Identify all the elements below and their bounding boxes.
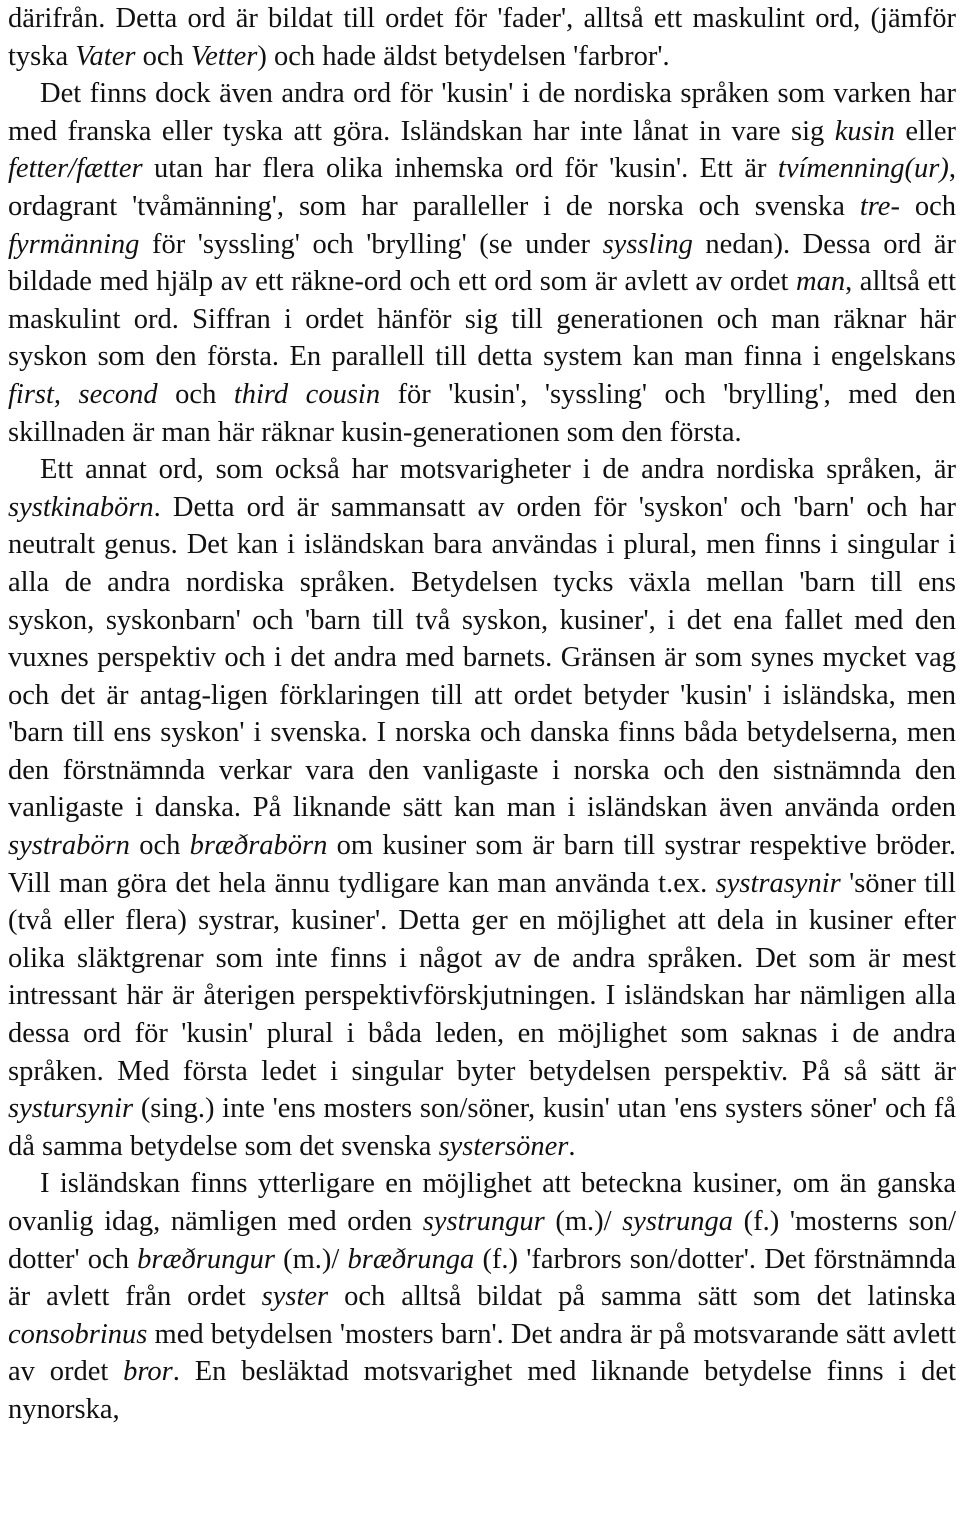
text-run: utan har flera olika inhemska ord för 'kusin'. Ett är <box>142 153 778 185</box>
italic-term: bræðrungur <box>137 1243 275 1275</box>
text-run: för 'kusin', 'syssling' och 'brylling', med den skillnaden är man här räknar kusin-generationen som den första. <box>8 378 956 448</box>
italic-term: bræðrunga <box>347 1243 475 1275</box>
italic-term: systersöner <box>438 1130 569 1162</box>
text-run: eller <box>894 115 956 147</box>
text-run: och alltså bildat på samma sätt som det latinska <box>328 1281 957 1313</box>
text-run: , ordagrant 'tvåmänning', som har paralleller i de norska och svenska <box>8 153 956 222</box>
text-run: Det finns dock även andra ord för 'kusin' i de nordiska språken som varken har med franska eller tyska att göra. Isländskan har inte lånat in vare sig <box>8 78 956 147</box>
text-run: . En besläktad motsvarighet med liknande betydelse finns i det nynorska, <box>8 1356 956 1425</box>
italic-term: bræðrabörn <box>189 830 328 862</box>
italic-term: consobrinus <box>8 1318 148 1350</box>
text-run: (f.) 'mosterns son/ dotter' och <box>8 1206 956 1275</box>
text-run: och <box>135 40 191 72</box>
text-run: . Detta ord är sammansatt av orden för 'syskon' och 'barn' och har neutralt genus. Det kan i isländskan bara användas i plural, men finns i singular i alla de andra nordiska språken. Betydelsen tycks växla mellan 'barn till ens syskon, syskonbarn' och 'barn till två syskon, kusiner', i det ena fallet med den vuxnes perspektiv och i det andra med barnets. Gränsen är som synes mycket vag och det är antag-ligen förklaringen till att ordet betyder 'kusin' i isländska, men 'barn till ens syskon' i svenska. I norska och danska finns båda betydelserna, men den förstnämnda verkar vara den vanligaste i norska och den sistnämnda den vanligaste i danska. På liknande sätt kan man i isländskan även använda orden <box>8 491 956 824</box>
italic-term: systrunga <box>622 1206 733 1237</box>
text-run: . <box>568 1130 576 1162</box>
italic-term: third cousin <box>233 378 381 410</box>
italic-term: kusin <box>834 115 895 147</box>
paragraph-4 <box>8 1165 956 1428</box>
italic-term: tre- <box>859 190 900 222</box>
text-run: (m.)/ <box>274 1243 348 1275</box>
italic-term: systkinabörn <box>8 491 154 523</box>
italic-term: fetter/fætter <box>8 153 143 185</box>
italic-term: first, second <box>8 378 158 410</box>
text-run: därifrån. Detta ord är bildat till ordet för 'fader', alltså ett maskulint ord, (jämför tyska <box>8 3 956 72</box>
italic-term: systrungur <box>422 1206 545 1237</box>
italic-term: syster <box>261 1281 329 1313</box>
paragraph-2 <box>8 75 956 451</box>
italic-term: tvímenning(ur) <box>777 153 949 185</box>
text-run: (f.) 'farbrors son/dotter'. Det förstnämnda är avlett från ordet <box>8 1243 957 1313</box>
text-run: (m.)/ <box>544 1206 623 1237</box>
text-run: ) och hade äldst betydelsen 'farbror'. <box>257 40 670 72</box>
text-run: (sing.) inte 'ens mosters son/söner, kusin' utan 'ens systers söner' och få då samma betydelse som det svenska <box>8 1093 956 1162</box>
italic-term: fyrmänning <box>8 228 140 260</box>
italic-term: syssling <box>602 228 693 260</box>
text-run: Ett annat ord, som också har motsvarigheter i de andra nordiska språken, är <box>40 454 956 486</box>
italic-term: bror <box>123 1356 173 1388</box>
paragraph-3 <box>8 451 956 1165</box>
text-run: för 'syssling' och 'brylling' (se under <box>139 228 603 260</box>
italic-term: systrabörn <box>8 830 130 862</box>
italic-term: man <box>796 266 846 298</box>
text-run: , alltså ett maskulint ord. Siffran i ordet hänför sig till generationen och man räknar här syskon som den första. En parallell till detta system kan man finna i engelskans <box>8 266 956 373</box>
text-run: med betydelsen 'mosters barn'. Det andra är på motsvarande sätt avlett av ordet <box>8 1318 956 1388</box>
italic-term: Vetter <box>190 40 258 72</box>
italic-term: systrasynir <box>715 867 841 899</box>
text-run: om kusiner som är barn till systrar respektive bröder. Vill man göra det hela ännu tydligare kan man använda t.ex. <box>8 830 956 899</box>
text-run: nedan). Dessa ord är bildade med hjälp av ett räkne-ord och ett ord som är avlett av ordet <box>8 228 956 298</box>
paragraph-1 <box>8 0 956 75</box>
italic-term: systursynir <box>8 1093 134 1125</box>
italic-term: Vater <box>75 40 136 72</box>
text-run: 'söner till (två eller flera) systrar, kusiner'. Detta ger en möjlighet att dela in kusiner efter olika släktgrenar som inte finns i något av de andra språken. Det som är mest intressant här är återigen perspektivförskjutningen. I isländskan har nämligen alla dessa ord för 'kusin' plural i båda leden, en möjlighet som saknas i de andra språken. Med första ledet i singular byter betydelsen perspektiv. På så sätt är <box>8 867 956 1087</box>
text-run: och <box>129 830 190 862</box>
text-run: I isländskan finns ytterligare en möjlighet att beteckna kusiner, om än ganska ovanlig idag, nämligen med orden <box>8 1168 956 1237</box>
text-run: och <box>899 190 956 222</box>
text-run: och <box>157 378 234 410</box>
